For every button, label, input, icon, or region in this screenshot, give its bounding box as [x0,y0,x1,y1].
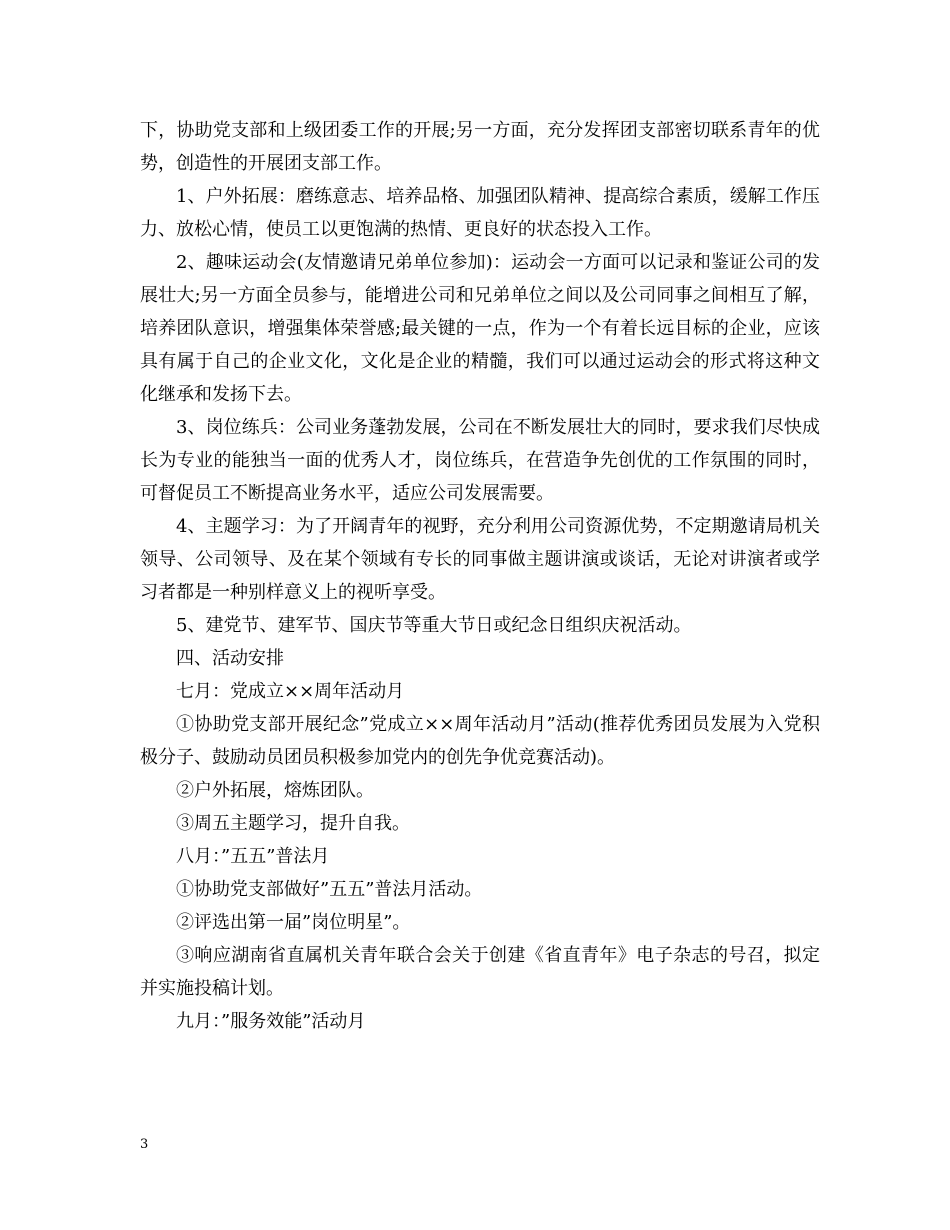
paragraph: 四、活动安排 [176,648,284,669]
paragraph: 3、岗位练兵：公司业务蓬勃发展，公司在不断发展壮大的同时，要求我们尽快成长为专业的能独当一面的优秀人才，岗位练兵，在营造争先创优的工作氛围的同时，可督促员工不断提高业务水平，适应公司发展需要。 [140,417,820,504]
page-number: 3 [140,1137,149,1152]
paragraph: 5、建党节、建军节、国庆节等重大节日或纪念日组织庆祝活动。 [176,615,692,636]
paragraph: ①协助党支部开展纪念”党成立××周年活动月”活动(推荐优秀团员发展为入党积极分子、鼓励动员团员积极参加党内的创先争优竞赛活动)。 [140,714,820,768]
paragraph: 4、主题学习：为了开阔青年的视野，充分利用公司资源优势，不定期邀请局机关领导、公司领导、及在某个领域有专长的同事做主题讲演或谈话，无论对讲演者或学习者都是一种别样意义上的视听享受。 [140,516,820,603]
paragraph: ③周五主题学习，提升自我。 [176,813,410,834]
paragraph: ③响应湖南省直属机关青年联合会关于创建《省直青年》电子杂志的号召，拟定并实施投稿计划。 [140,945,820,999]
paragraph: 1、户外拓展：磨练意志、培养品格、加强团队精神、提高综合素质，缓解工作压力、放松心情，使员工以更饱满的热情、更良好的状态投入工作。 [140,186,820,240]
paragraph: 九月：”服务效能”活动月 [176,1011,366,1032]
paragraph: 八月：”五五”普法月 [176,846,330,867]
document-body [140,114,820,1038]
paragraph: 下，协助党支部和上级团委工作的开展;另一方面，充分发挥团支部密切联系青年的优势，创造性的开展团支部工作。 [140,120,820,174]
paragraph: ①协助党支部做好”五五”普法月活动。 [176,879,483,900]
paragraph: ②评选出第一届”岗位明星”。 [176,912,411,933]
paragraph: 七月：党成立××周年活动月 [176,681,405,702]
paragraph: 2、趣味运动会(友情邀请兄弟单位参加)：运动会一方面可以记录和鉴证公司的发展壮大;另一方面全员参与，能增进公司和兄弟单位之间以及公司同事之间相互了解，培养团队意识，增强集体荣誉感;最关键的一点，作为一个有着长远目标的企业，应该具有属于自己的企业文化，文化是企业的精髓，我们可以通过运动会的形式将这种文化继承和发扬下去。 [140,252,820,405]
paragraph: ②户外拓展，熔炼团队。 [176,780,374,801]
